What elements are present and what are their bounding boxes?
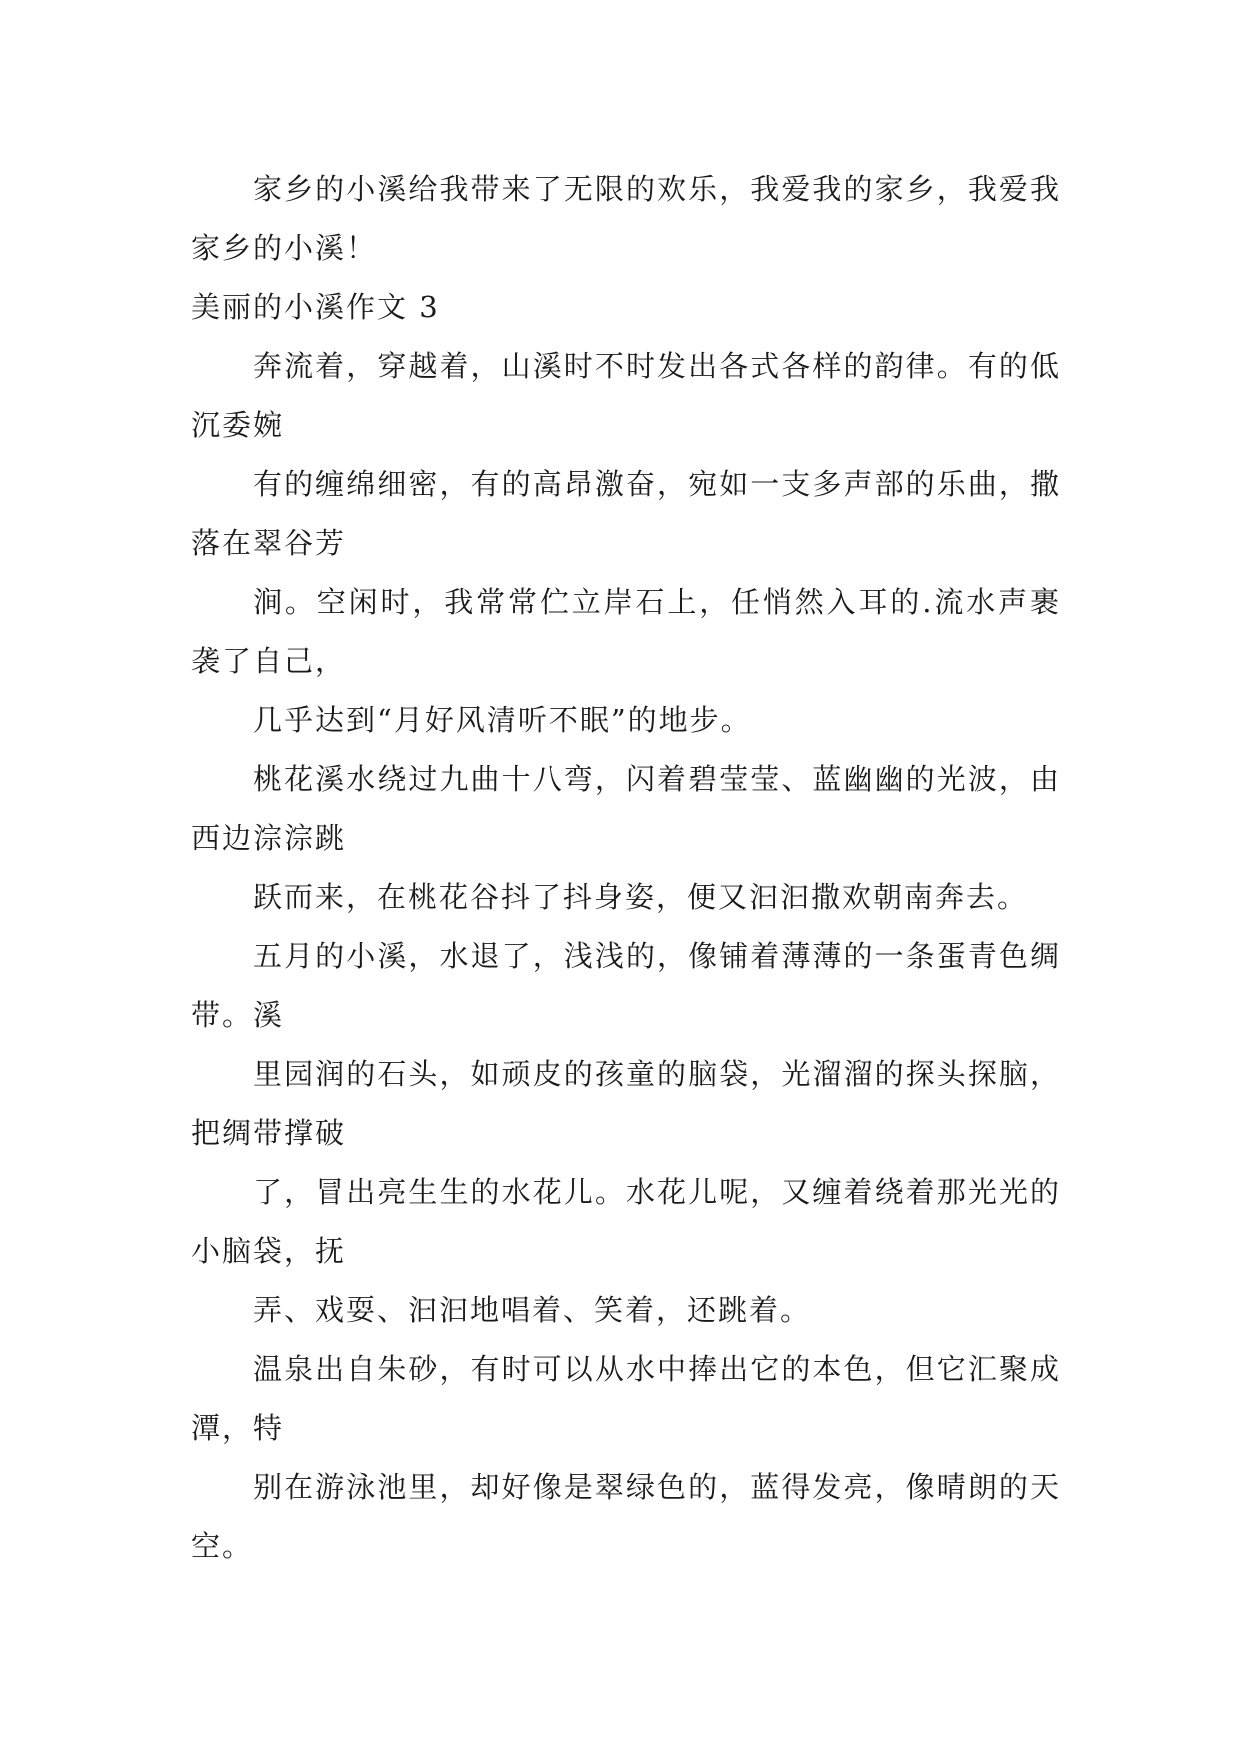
paragraph: 涧。空闲时，我常常伫立岸石上，任悄然入耳的.流水声裹袭了自己，	[191, 585, 1061, 678]
paragraph: 几乎达到“月好风清听不眠”的地步。	[253, 703, 752, 737]
paragraph: 五月的小溪，水退了，浅浅的，像铺着薄薄的一条蛋青色绸带。溪	[191, 939, 1061, 1032]
section-heading: 美丽的小溪作文 3	[191, 290, 440, 324]
paragraph: 了，冒出亮生生的水花儿。水花儿呢，又缠着绕着那光光的小脑袋，抚	[191, 1175, 1061, 1268]
paragraph: 有的缠绵细密，有的高昂激奋，宛如一支多声部的乐曲，撒落在翠谷芳	[191, 467, 1061, 560]
paragraph: 别在游泳池里，却好像是翠绿色的，蓝得发亮，像晴朗的天空。	[191, 1470, 1061, 1563]
paragraph: 温泉出自朱砂，有时可以从水中捧出它的本色，但它汇聚成潭，特	[191, 1352, 1061, 1445]
paragraph: 家乡的小溪给我带来了无限的欢乐，我爱我的家乡，我爱我家乡的小溪！	[191, 172, 1061, 265]
document-body	[191, 160, 1061, 1576]
paragraph: 弄、戏耍、汩汩地唱着、笑着，还跳着。	[253, 1293, 812, 1327]
paragraph: 里园润的石头，如顽皮的孩童的脑袋，光溜溜的探头探脑，把绸带撑破	[191, 1057, 1061, 1150]
paragraph: 桃花溪水绕过九曲十八弯，闪着碧莹莹、蓝幽幽的光波，由西边淙淙跳	[191, 762, 1061, 855]
paragraph: 奔流着，穿越着，山溪时不时发出各式各样的韵律。有的低沉委婉	[191, 349, 1061, 442]
paragraph: 跃而来，在桃花谷抖了抖身姿，便又汩汩撒欢朝南奔去。	[253, 880, 1029, 914]
